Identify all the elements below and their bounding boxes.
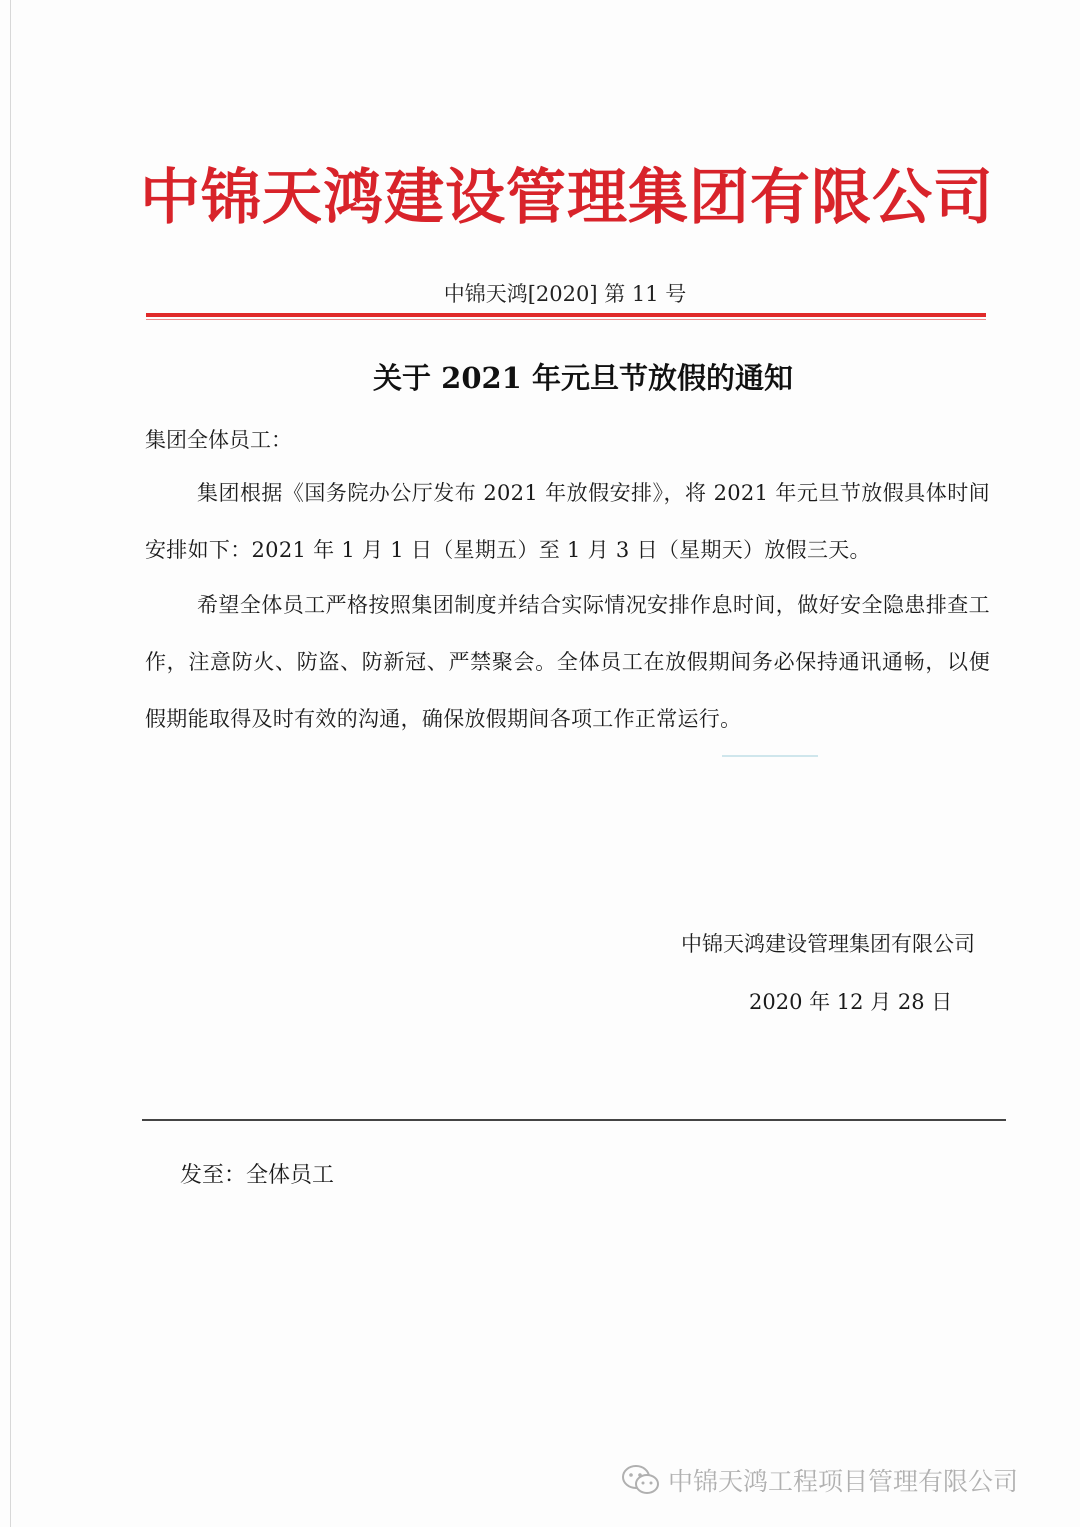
watermark-text: 中锦天鸿工程项目管理有限公司	[668, 1467, 1019, 1496]
body-paragraph: 集团根据《国务院办公厅发布 2021 年放假安排》，将 2021 年元旦节放假具体时间安排如下：2021 年 1 月 1 日（星期五）至 1 月 3 日（星期天）放假三天。	[145, 481, 990, 562]
signature-company: 中锦天鸿建设管理集团有限公司	[681, 932, 975, 956]
signature-date: 2020 年 12 月 28 日	[749, 990, 953, 1014]
scan-edge	[10, 0, 11, 1527]
document-number: 中锦天鸿[2020] 第 11 号	[443, 282, 687, 306]
header-red-rule-shadow	[146, 319, 986, 320]
salutation: 集团全体员工：	[145, 428, 292, 452]
body-paragraph: 希望全体员工严格按照集团制度并结合实际情况安排作息时间，做好安全隐患排查工作，注意防火、防盗、防新冠、严禁聚会。全体员工在放假期间务必保持通讯通畅，以便假期能取得及时有效的沟通，确保放假期间各项工作正常运行。	[145, 593, 990, 731]
notice-title: 关于 2021 年元旦节放假的通知	[373, 361, 793, 395]
distribution-line: 发至：全体员工	[180, 1163, 335, 1188]
watermark	[620, 1460, 1018, 1500]
header-red-rule	[146, 313, 986, 317]
scan-artifact	[722, 755, 818, 757]
wechat-icon	[620, 1463, 662, 1497]
footer-rule	[142, 1119, 1006, 1121]
company-header: 中锦天鸿建设管理集团有限公司	[140, 163, 994, 233]
